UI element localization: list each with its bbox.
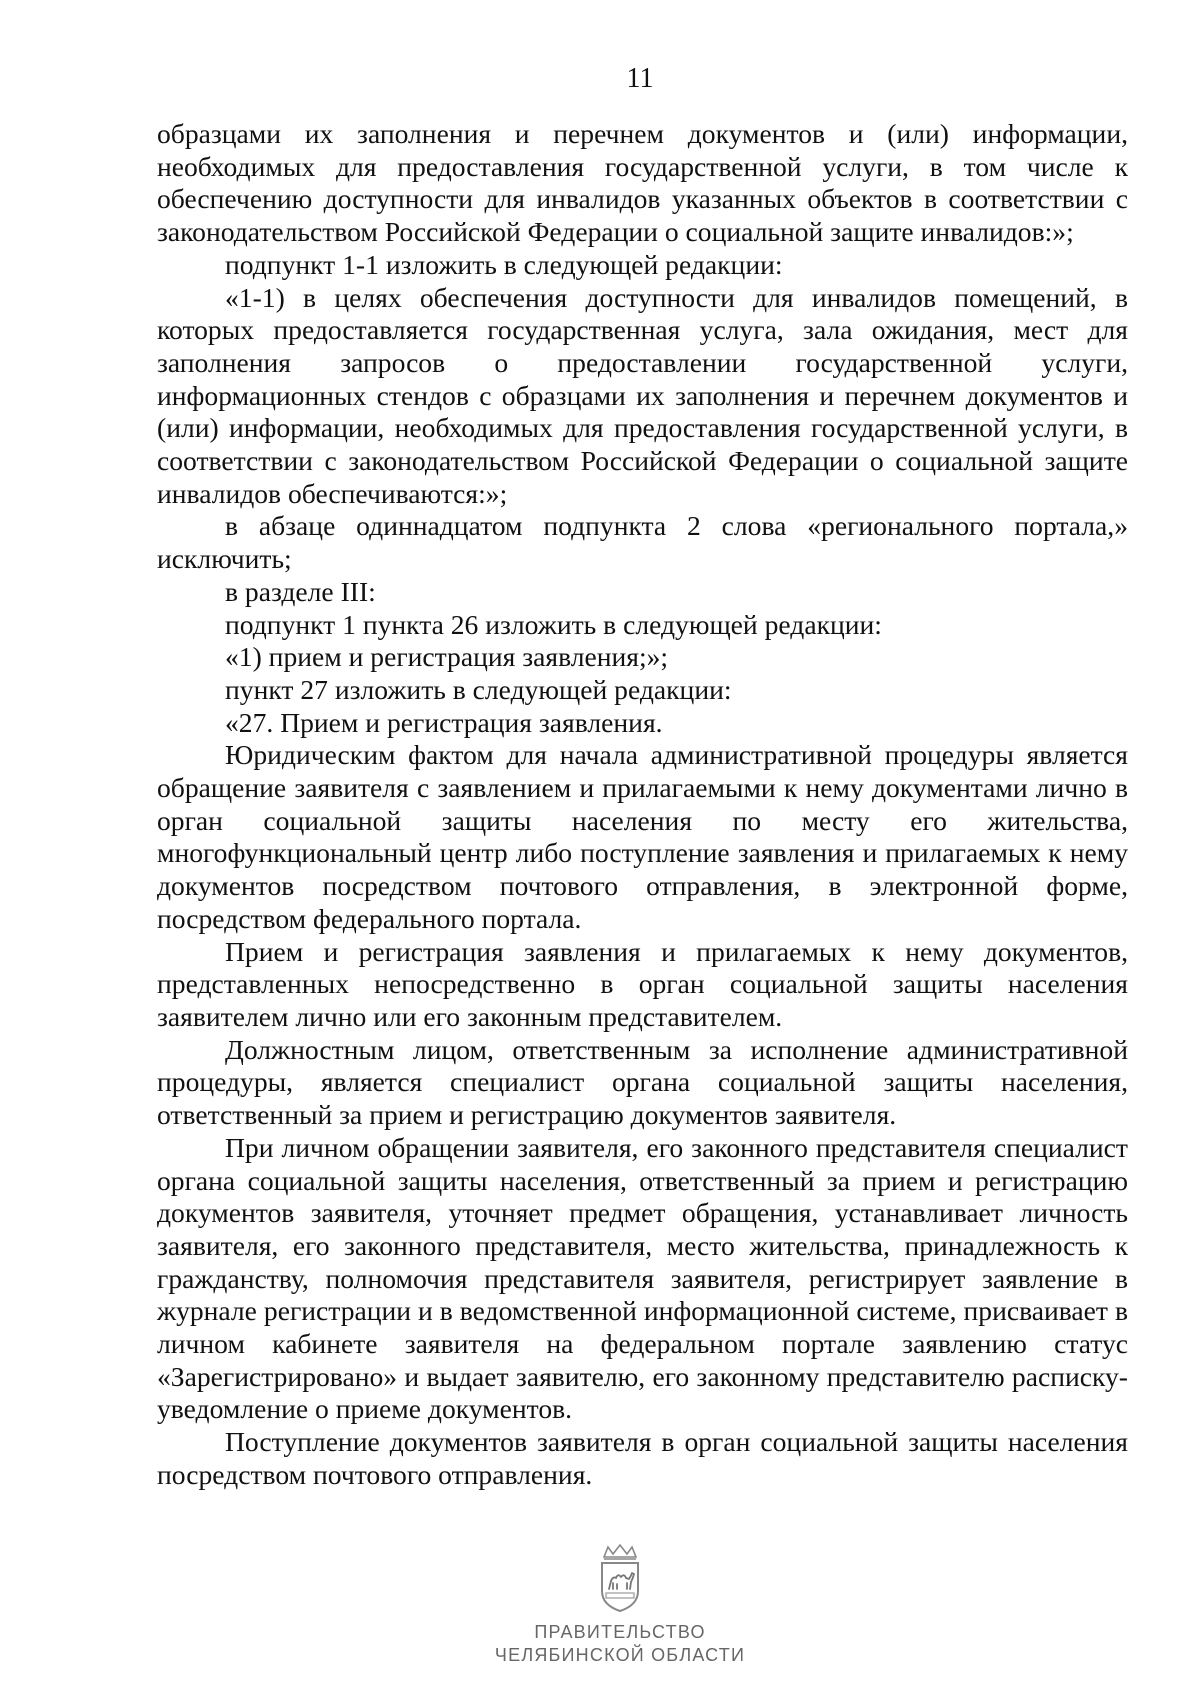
paragraph: «1) прием и регистрация заявления;»; — [225, 641, 669, 673]
paragraph: образцами их заполнения и перечнем документов и (или) информации, необходимых для предоставления государственной услуги, в том числе к обеспечению доступности для инвалидов указанных объектов в соответствии с законодательством Российской Федерации о социальной защите инвалидов:»; — [157, 118, 1128, 248]
document-body — [157, 118, 1128, 1492]
seal-caption-line2: ЧЕЛЯБИНСКОЙ ОБЛАСТИ — [494, 1645, 746, 1665]
paragraph: подпункт 1 пункта 26 изложить в следующей редакции: — [225, 608, 882, 640]
paragraph: Поступление документов заявителя в орган социальной защиты населения посредством почтового отправления. — [157, 1426, 1128, 1490]
paragraph: Должностным лицом, ответственным за исполнение административной процедуры, является специалист органа социальной защиты населения, ответственный за прием и регистрацию документов заявителя. — [157, 1033, 1128, 1131]
paragraph: При личном обращении заявителя, его законного представителя специалист органа социальной защиты населения, ответственный за прием и регистрацию документов заявителя, уточняет предмет обращения, устанавливает личность заявителя, его законного представителя, место жительства, принадлежность к гражданству, полномочия представителя заявителя, регистрирует заявление в журнале регистрации и в ведомственной информационной системе, присваивает в личном кабинете заявителя на федеральном портале заявлению статус «Зарегистрировано» и выдает заявителю, его законному представителю расписку-уведомление о приеме документов. — [157, 1131, 1128, 1425]
paragraph: пункт 27 изложить в следующей редакции: — [225, 673, 732, 705]
paragraph: Юридическим фактом для начала административной процедуры является обращение заявителя с заявлением и прилагаемыми к нему документами лично в орган социальной защиты населения по месту его жительства, многофункциональный центр либо поступление заявления и прилагаемых к нему документов посредством почтового отправления, в электронной форме, посредством федерального портала. — [157, 739, 1128, 934]
paragraph: «1-1) в целях обеспечения доступности для инвалидов помещений, в которых предоставляется государственная услуга, зала ожидания, мест для заполнения запросов о предоставлении государственной услуги, информационных стендов с образцами их заполнения и перечнем документов и (или) информации, необходимых для предоставления государственной услуги, в соответствии с законодательством Российской Федерации о социальной защите инвалидов обеспечиваются:»; — [157, 281, 1128, 509]
page-number: 11 — [626, 63, 654, 94]
paragraph: Прием и регистрация заявления и прилагаемых к нему документов, представленных непосредственно в орган социальной защиты населения заявителем лично или его законным представителем. — [157, 935, 1128, 1032]
paragraph: подпункт 1-1 изложить в следующей редакции: — [225, 248, 783, 280]
chelyabinsk-coat-of-arms-icon — [594, 1543, 646, 1615]
seal-caption-line1: ПРАВИТЕЛЬСТВО — [534, 1622, 706, 1642]
paragraph: «27. Прием и регистрация заявления. — [225, 706, 663, 738]
government-seal — [0, 1543, 1200, 1667]
paragraph: в разделе III: — [225, 575, 376, 607]
paragraph: в абзаце одиннадцатом подпункта 2 слова «регионального портала,» исключить; — [157, 510, 1128, 575]
